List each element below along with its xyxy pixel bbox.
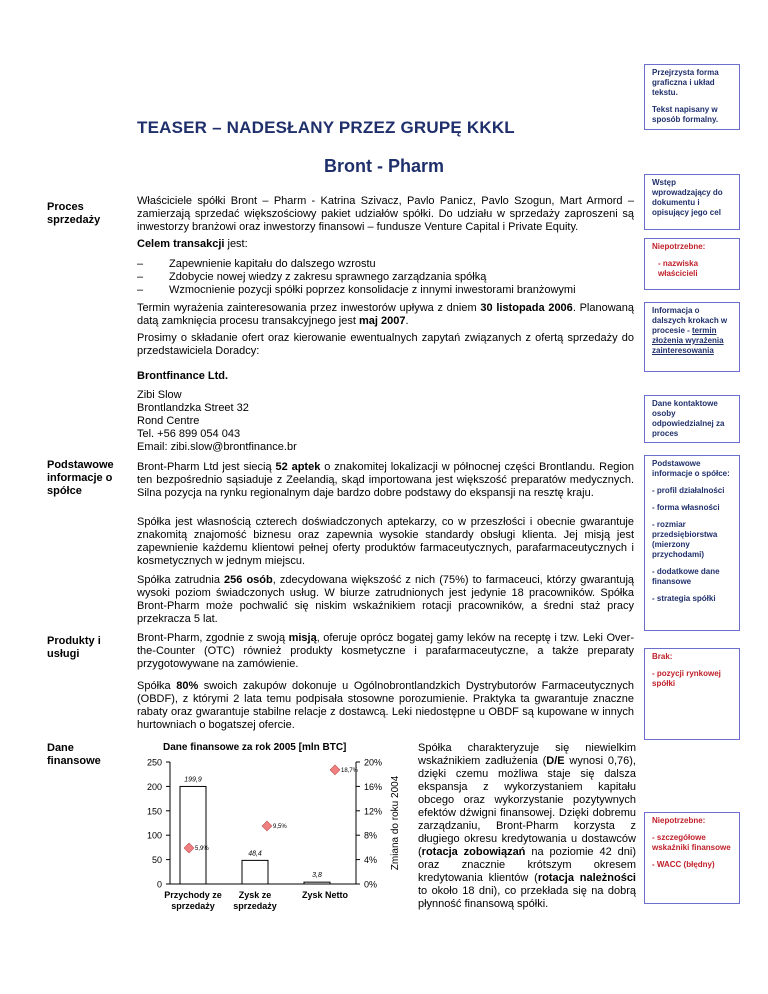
termin-paragraph: Termin wyrażenia zainteresowania przez inwestorów upływa z dniem 30 listopada 2006. Planowaną datą zamknięcia procesu transakcyjnego jest maj 2007. bbox=[137, 302, 635, 327]
header-title: TEASER – NADESŁANY PRZEZ GRUPĘ KKKL bbox=[137, 118, 515, 137]
contact-line: Zibi Slow bbox=[137, 389, 182, 401]
contact-email: Email: zibi.slow@brontfinance.br bbox=[137, 441, 297, 453]
note-intro bbox=[644, 174, 740, 230]
note-missing bbox=[644, 648, 740, 740]
y-tick-label: 0 bbox=[156, 879, 162, 890]
note-title: Niepotrzebne: bbox=[652, 816, 706, 825]
bar bbox=[304, 882, 330, 884]
note-text: - rozmiar przedsiębiorstwa (mierzony przychodami) bbox=[652, 520, 718, 559]
y2-tick-label: 4% bbox=[364, 855, 378, 866]
note-text: - profil działalności bbox=[652, 486, 725, 495]
note-contact bbox=[644, 395, 740, 443]
y2-tick-label: 12% bbox=[364, 806, 383, 817]
note-text: - WACC (błędny) bbox=[652, 860, 715, 869]
list-item: – Wzmocnienie pozycji spółki poprzez konsolidacje z innymi inwestorami branżowymi bbox=[137, 284, 576, 297]
proces-intro: Właściciele spółki Bront – Pharm - Katrina Szivacz, Pavlo Panicz, Pavlo Szogun, Mart Armord – zamierzają sprzedać większościowy pakiet udziałów spółki. Do udziału w sprzedaży zaproszeni są inwestorzy branżowi oraz inwestorzy finansowi – fundusze Venture Capital i Private Equity. bbox=[137, 195, 634, 233]
note-title: Brak: bbox=[652, 652, 673, 661]
note-text: - nazwiska właścicieli bbox=[658, 259, 699, 278]
y2-axis-label: Zmiana do roku 2004 bbox=[390, 775, 401, 871]
section-label-podstawowe: Podstawowe informacje o spółce bbox=[47, 459, 114, 497]
bar-value-label: 199,9 bbox=[184, 776, 202, 784]
cel-transakcji: Celem transakcji jest: bbox=[137, 238, 248, 250]
x-tick-label: sprzedaży bbox=[171, 901, 215, 911]
note-text: - szczegółowe wskaźniki finansowe bbox=[652, 833, 731, 852]
bar-value-label: 3,8 bbox=[312, 872, 322, 880]
cel-list bbox=[137, 258, 576, 297]
document-title: Bront - Pharm bbox=[323, 156, 444, 176]
x-tick-label: Zysk Netto bbox=[301, 890, 349, 900]
note-basic-info bbox=[644, 455, 740, 631]
produkty-p1: Bront-Pharm, zgodnie z swoją misją, oferuje oprócz bogatej gamy leków na receptę i tzw. Leki Over-the-Counter (OTC) również produkty kosmetyczne i parafarmaceutyczne, a także preparaty przygotowywane na zamówienie. bbox=[137, 632, 634, 670]
contact-line: Rond Centre bbox=[137, 415, 200, 427]
y-tick-label: 50 bbox=[151, 855, 162, 866]
note-text: - forma własności bbox=[652, 503, 720, 512]
y2-tick-label: 0% bbox=[364, 879, 378, 890]
y-tick-label: 150 bbox=[146, 806, 162, 817]
section-label-dane: Dane finansowe bbox=[47, 742, 101, 767]
list-item: – Zdobycie nowej wiedzy z zakresu sprawnego zarządzania spółką bbox=[137, 271, 576, 284]
financial-chart bbox=[130, 758, 410, 938]
contact-block bbox=[137, 389, 297, 454]
note-text: - dodatkowe dane finansowe bbox=[652, 567, 720, 586]
note-text: - strategia spółki bbox=[652, 594, 716, 603]
section-label-proces: Proces sprzedaży bbox=[47, 201, 101, 226]
produkty-p2: Spółka 80% swoich zakupów dokonuje u Ogólnobrontlandzkich Dystrybutorów Farmaceutycznych (OBDF), z którymi 2 lata temu podpisała stosowne porozumienie. Praktyka ta gwarantuje znaczne rabaty oraz gwarantuje stabilne relacje z dostawcą. Leki niedostępne u OBDF są kupowane w innych hurtowniach o bogatszej ofercie. bbox=[137, 680, 634, 731]
note-title: Podstawowe informacje o spółce: bbox=[652, 459, 730, 478]
oferty-paragraph: Prosimy o składanie ofert oraz kierowanie ewentualnych zapytań związanych z ofertą sprzedaży do przedstawiciela Doradcy: bbox=[137, 332, 634, 357]
advisor-firm: Brontfinance Ltd. bbox=[137, 370, 229, 382]
note-text: - pozycji rynkowej spółki bbox=[652, 669, 721, 688]
podstawowe-p3: Spółka zatrudnia 256 osób, zdecydowana większość z nich (75%) to farmaceuci, którzy gwarantują wysoki poziom świadczonych usług. W biurze zatrudnionych jest jedynie 18 pracowników. Spółka Bront-Pharm może pochwalić się niskim wskaźnikiem rotacji pracowników, a średni staż pracy przekracza 5 lat. bbox=[137, 574, 635, 625]
pct-marker bbox=[330, 765, 340, 775]
podstawowe-p1: Bront-Pharm Ltd jest siecią 52 aptek o znakomitej lokalizacji w północnej części Brontlandu. Region ten bezpośrednio sąsiaduje z Zeelandią, skąd importowana jest większość preparatów medycznych. Silna pozycja na rynku regionalnym daje bardzo dobre podstawy do ekspansji na resztę kraju. bbox=[137, 461, 634, 499]
bar bbox=[180, 786, 206, 884]
podstawowe-p2: Spółka jest własnością czterech doświadczonych aptekarzy, co w przeszłości i obecnie gwarantuje znakomitą znajomość biznesu oraz zapewnia wysokie standardy obsługi klienta. Jej misją jest zapewnienie każdemu klientowi pełnej oferty produktów farmaceutycznych, parafarmaceutycznych i kosmetycznych w jednym miejscu. bbox=[137, 516, 634, 567]
y2-tick-label: 8% bbox=[364, 830, 378, 841]
y-tick-label: 200 bbox=[146, 781, 162, 792]
x-tick-label: Zysk ze bbox=[238, 890, 272, 900]
bar bbox=[242, 860, 268, 884]
note-next-steps bbox=[644, 302, 740, 372]
note-unneeded-finance bbox=[644, 812, 740, 904]
y-tick-label: 250 bbox=[146, 758, 162, 768]
y2-tick-label: 20% bbox=[364, 758, 383, 768]
pct-label: 9,5% bbox=[273, 824, 287, 831]
pct-label: 18,7% bbox=[341, 767, 359, 774]
section-label-produkty: Produkty i usługi bbox=[47, 635, 101, 660]
y2-tick-label: 16% bbox=[364, 781, 383, 792]
pct-label: 5,9% bbox=[195, 846, 209, 853]
note-text: Tekst napisany w sposób formalny. bbox=[652, 105, 719, 124]
list-item: – Zapewnienie kapitału do dalszego wzrostu bbox=[137, 258, 576, 271]
note-text: Wstęp wprowadzający do dokumentu i opisujący jego cel bbox=[652, 178, 723, 217]
bar-value-label: 48,4 bbox=[248, 850, 262, 858]
y-tick-label: 100 bbox=[146, 830, 162, 841]
note-title: Niepotrzebne: bbox=[652, 242, 706, 251]
note-format bbox=[644, 64, 740, 130]
pct-marker bbox=[262, 821, 272, 831]
note-text: Dane kontaktowe osoby odpowiedzialnej za proces bbox=[652, 399, 725, 438]
note-text: Informacja o dalszych krokach w procesie - termin złożenia wyrażenia zainteresowania bbox=[652, 306, 728, 355]
x-tick-label: Przychody ze bbox=[164, 890, 222, 900]
x-tick-label: sprzedaży bbox=[233, 901, 277, 911]
contact-line: Tel. +56 899 054 043 bbox=[137, 428, 241, 440]
finance-commentary: Spółka charakteryzuje się niewielkim wskaźnikiem zadłużenia (D/E wynosi 0,76), dzięki czemu możliwa staje się dalsza ekspansja z wykorzystaniem kapitału obcego oraz wykorzystanie pozytywnych efektów dźwigni finansowej. Dzięki dobremu zarządzaniu, Bront-Pharm korzysta z długiego okresu kredytowania u dostawców (rotacja zobowiązań na poziomie 42 dni) oraz znacznie krótszym okresem kredytowania klientów (rotacja należności to około 18 dni), co przekłada się na dobrą płynność finansową spółki. bbox=[418, 742, 636, 910]
chart-title: Dane finansowe za rok 2005 [mln BTC] bbox=[163, 742, 347, 753]
contact-line: Brontlandzka Street 32 bbox=[137, 402, 249, 414]
note-text: Przejrzysta forma graficzna i układ tekstu. bbox=[652, 68, 719, 97]
note-unneeded-owners bbox=[644, 238, 740, 290]
